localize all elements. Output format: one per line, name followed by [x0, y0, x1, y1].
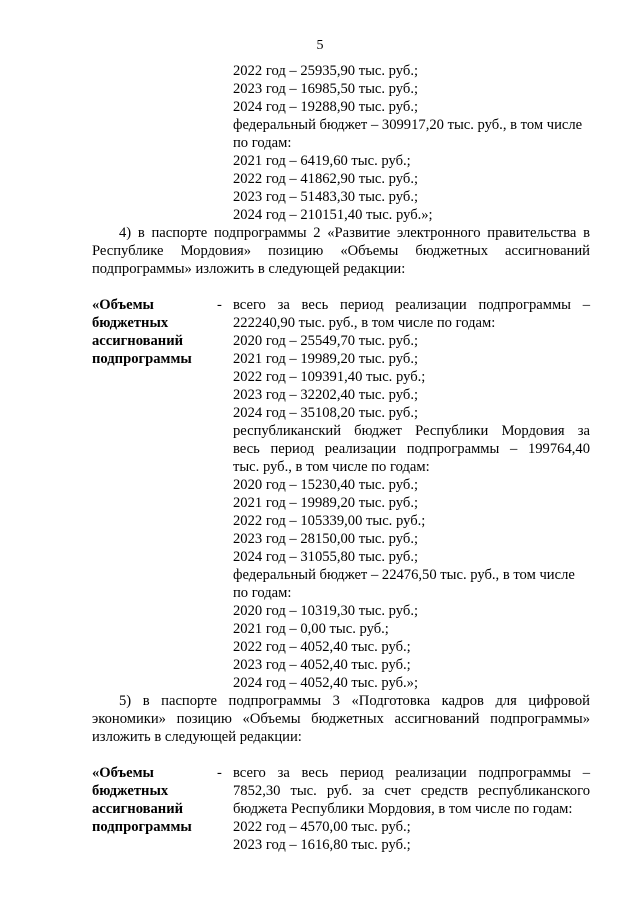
- value-line: бюджета Республики Мордовия, в том числе по годам:: [233, 801, 573, 817]
- paragraph-line: экономики» позицию «Объемы бюджетных ассигнований подпрограммы»: [92, 711, 590, 727]
- label-line: бюджетных: [92, 315, 169, 331]
- value-line: весь период реализации подпрограммы – 199764,40: [233, 441, 590, 457]
- value-line: 2022 год – 4052,40 тыс. руб.;: [233, 639, 411, 655]
- value-line: 2024 год – 35108,20 тыс. руб.;: [233, 405, 419, 421]
- value-line: 2023 год – 4052,40 тыс. руб.;: [233, 657, 411, 673]
- label-line: подпрограммы: [92, 819, 192, 835]
- value-line: всего за весь период реализации подпрограммы –: [233, 765, 590, 781]
- paragraph-line: 4) в паспорте подпрограммы 2 «Развитие электронного правительства в: [119, 225, 590, 241]
- label-line: ассигнований: [92, 801, 184, 817]
- paragraph-line: подпрограммы» изложить в следующей редакции:: [92, 261, 406, 277]
- value-line: 222240,90 тыс. руб., в том числе по годам:: [233, 315, 496, 331]
- text-line: по годам:: [233, 135, 292, 151]
- value-line: федеральный бюджет – 22476,50 тыс. руб., в том числе: [233, 567, 575, 583]
- text-line: 2024 год – 210151,40 тыс. руб.»;: [233, 207, 433, 223]
- value-line: 2023 год – 1616,80 тыс. руб.;: [233, 837, 411, 853]
- value-line: 2021 год – 0,00 тыс. руб.;: [233, 621, 389, 637]
- text-line: федеральный бюджет – 309917,20 тыс. руб., в том числе: [233, 117, 583, 133]
- text-line: 2023 год – 51483,30 тыс. руб.;: [233, 189, 419, 205]
- label-line: подпрограммы: [92, 351, 192, 367]
- label-line: бюджетных: [92, 783, 169, 799]
- text-line: 2024 год – 19288,90 тыс. руб.;: [233, 99, 419, 115]
- value-line: 2023 год – 28150,00 тыс. руб.;: [233, 531, 419, 547]
- label-line: ассигнований: [92, 333, 184, 349]
- value-line: 2020 год – 25549,70 тыс. руб.;: [233, 333, 419, 349]
- value-line: всего за весь период реализации подпрограммы –: [233, 297, 590, 313]
- value-line: 2021 год – 19989,20 тыс. руб.;: [233, 495, 419, 511]
- paragraph-line: 5) в паспорте подпрограммы 3 «Подготовка кадров для цифровой: [119, 693, 590, 709]
- value-line: тыс. руб., в том числе по годам:: [233, 459, 430, 475]
- paragraph-line: изложить в следующей редакции:: [92, 729, 302, 745]
- label-line: «Объемы: [92, 765, 154, 781]
- page-number: 5: [316, 38, 324, 53]
- dash-separator: -: [217, 297, 222, 313]
- value-line: 7852,30 тыс. руб. за счет средств республиканского: [233, 783, 590, 799]
- text-line: 2022 год – 25935,90 тыс. руб.;: [233, 63, 419, 79]
- text-line: 2023 год – 16985,50 тыс. руб.;: [233, 81, 419, 97]
- value-line: по годам:: [233, 585, 292, 601]
- value-line: 2021 год – 19989,20 тыс. руб.;: [233, 351, 419, 367]
- dash-separator: -: [217, 765, 222, 781]
- value-line: 2022 год – 109391,40 тыс. руб.;: [233, 369, 426, 385]
- label-line: «Объемы: [92, 297, 154, 313]
- value-line: 2024 год – 31055,80 тыс. руб.;: [233, 549, 419, 565]
- value-line: 2022 год – 4570,00 тыс. руб.;: [233, 819, 411, 835]
- value-line: 2023 год – 32202,40 тыс. руб.;: [233, 387, 419, 403]
- value-line: 2024 год – 4052,40 тыс. руб.»;: [233, 675, 419, 691]
- text-line: 2021 год – 6419,60 тыс. руб.;: [233, 153, 411, 169]
- value-line: 2022 год – 105339,00 тыс. руб.;: [233, 513, 426, 529]
- value-line: республиканский бюджет Республики Мордовия за: [233, 423, 590, 439]
- value-line: 2020 год – 15230,40 тыс. руб.;: [233, 477, 419, 493]
- value-line: 2020 год – 10319,30 тыс. руб.;: [233, 603, 419, 619]
- paragraph-line: Республике Мордовия» позицию «Объемы бюджетных ассигнований: [92, 243, 590, 259]
- text-line: 2022 год – 41862,90 тыс. руб.;: [233, 171, 419, 187]
